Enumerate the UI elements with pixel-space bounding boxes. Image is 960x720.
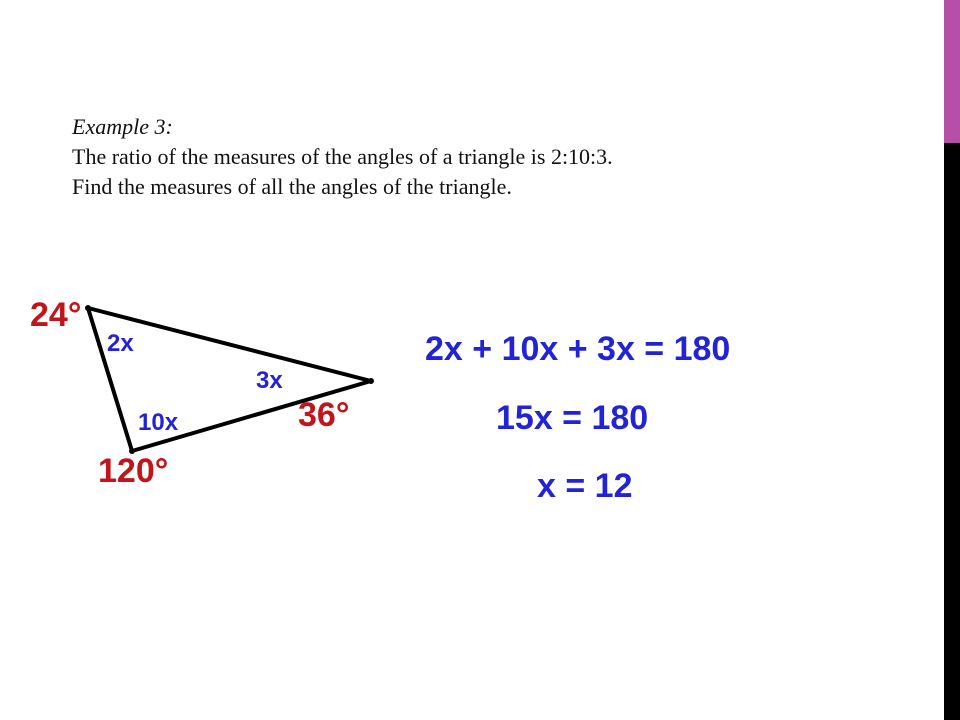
vertex-dot-top xyxy=(85,305,91,311)
angle-top-part: 2x xyxy=(107,330,134,357)
equation-combined: 15x = 180 xyxy=(496,399,649,437)
equation-solution: x = 12 xyxy=(537,467,633,505)
problem-line-2: Find the measures of all the angles of the triangle. xyxy=(72,174,512,199)
equation-sum: 2x + 10x + 3x = 180 xyxy=(425,330,731,368)
problem-line-1: The ratio of the measures of the angles of a triangle is 2:10:3. xyxy=(72,144,613,169)
angle-bottom-value: 120° xyxy=(98,452,169,490)
angle-right-value: 36° xyxy=(298,396,350,434)
angle-right-part: 3x xyxy=(256,367,283,394)
example-heading: Example 3: xyxy=(72,114,173,139)
angle-bottom-part: 10x xyxy=(138,409,179,436)
vertex-dot-right xyxy=(368,378,374,384)
angle-top-value: 24° xyxy=(30,296,82,334)
